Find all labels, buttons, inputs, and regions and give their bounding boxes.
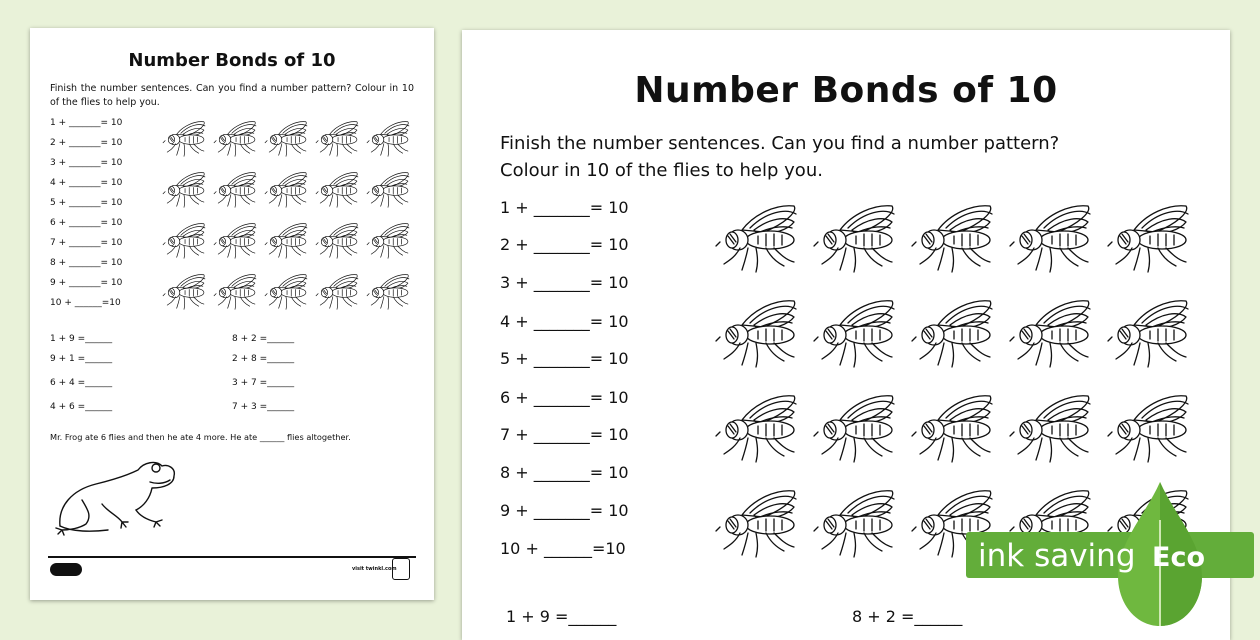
fly-icon — [315, 118, 359, 158]
instructions-line: Finish the number sentences. Can you find a number pattern? — [500, 133, 1060, 154]
fly-icon — [264, 271, 308, 311]
badge-eco-label: Eco — [1152, 542, 1205, 573]
equation-line: 5 + _______= 10 — [500, 349, 629, 368]
fly-icon — [714, 295, 798, 369]
thumbnail-sum: 9 + 1 =______ — [50, 354, 113, 364]
equation-line: 7 + _______= 10 — [500, 425, 629, 444]
equation-line: 9 + _______= 10 — [500, 501, 629, 520]
instructions-line: Colour in 10 of the flies to help you. — [500, 160, 823, 181]
fly-icon — [366, 118, 410, 158]
thumbnail-sum: 3 + 7 =______ — [232, 378, 295, 388]
thumbnail-equation: 10 + ______=10 — [50, 298, 121, 308]
thumbnail-sum: 6 + 4 =______ — [50, 378, 113, 388]
equation-line: 1 + _______= 10 — [500, 198, 629, 217]
fly-icon — [213, 169, 257, 209]
page-title: Number Bonds of 10 — [634, 70, 1058, 111]
equation-line: 10 + ______=10 — [500, 539, 626, 558]
fly-icon — [213, 271, 257, 311]
fly-icon — [162, 220, 206, 260]
thumbnail-equation: 1 + _______= 10 — [50, 118, 123, 128]
fly-icon — [1008, 390, 1092, 464]
fly-icon — [315, 271, 359, 311]
thumbnail-sum: 7 + 3 =______ — [232, 402, 295, 412]
fly-icon — [264, 118, 308, 158]
fly-icon — [1106, 200, 1190, 274]
thumbnail-equation: 6 + _______= 10 — [50, 218, 123, 228]
fly-icon — [213, 118, 257, 158]
fly-icon — [910, 200, 994, 274]
fly-icon — [264, 220, 308, 260]
fly-icon — [264, 169, 308, 209]
fly-icon — [315, 169, 359, 209]
equation-line: 2 + _______= 10 — [500, 235, 629, 254]
fly-icon — [714, 485, 798, 559]
fly-icon — [366, 271, 410, 311]
fly-icon — [910, 390, 994, 464]
fly-icon — [162, 118, 206, 158]
fly-icon — [1106, 390, 1190, 464]
footer-divider — [48, 556, 416, 558]
fly-icon — [162, 271, 206, 311]
thumbnail-equation: 8 + _______= 10 — [50, 258, 123, 268]
fly-icon — [812, 390, 896, 464]
fly-icon — [315, 220, 359, 260]
instructions — [500, 130, 1192, 184]
thumbnail-equation: 9 + _______= 10 — [50, 278, 123, 288]
footer-url: visit twinkl.com — [352, 566, 397, 572]
fly-icon — [714, 200, 798, 274]
equation-line: 6 + _______= 10 — [500, 388, 629, 407]
thumbnail-sum: 8 + 2 =______ — [232, 334, 295, 344]
sum-line: 1 + 9 =______ — [506, 607, 617, 626]
thumbnail-instructions: Finish the number sentences. Can you find a number pattern? Colour in 10 of the flies to help you. — [50, 83, 414, 108]
frog-illustration — [52, 456, 182, 538]
fly-icon — [714, 390, 798, 464]
equation-line: 8 + _______= 10 — [500, 463, 629, 482]
thumbnail-equation: 3 + _______= 10 — [50, 158, 123, 168]
equation-line: 3 + _______= 10 — [500, 273, 629, 292]
worksheet-thumbnail — [30, 28, 434, 600]
fly-icon — [213, 220, 257, 260]
fly-icon — [812, 485, 896, 559]
fly-icon — [366, 169, 410, 209]
thumbnail-equation: 2 + _______= 10 — [50, 138, 123, 148]
fly-icon — [366, 220, 410, 260]
thumbnail-title: Number Bonds of 10 — [128, 50, 336, 71]
fly-icon — [812, 200, 896, 274]
thumbnail-sum: 2 + 8 =______ — [232, 354, 295, 364]
thumbnail-sum: 4 + 6 =______ — [50, 402, 113, 412]
fly-icon — [1008, 295, 1092, 369]
fly-icon — [910, 295, 994, 369]
word-problem: Mr. Frog ate 6 flies and then he ate 4 more. He ate ______ flies altogether. — [50, 432, 351, 442]
thumbnail-sum: 1 + 9 =______ — [50, 334, 113, 344]
thumbnail-equation: 4 + _______= 10 — [50, 178, 123, 188]
fly-icon — [1008, 200, 1092, 274]
ink-saving-eco-badge — [964, 480, 1260, 630]
fly-icon — [812, 295, 896, 369]
twinkl-logo — [50, 563, 82, 576]
fly-icon — [1106, 295, 1190, 369]
thumbnail-equation: 5 + _______= 10 — [50, 198, 123, 208]
thumbnail-equation: 7 + _______= 10 — [50, 238, 123, 248]
fly-icon — [162, 169, 206, 209]
footer-badge-icon — [392, 558, 410, 580]
sum-line: 8 + 2 =______ — [852, 607, 963, 626]
badge-text: ink saving — [978, 538, 1136, 574]
equation-line: 4 + _______= 10 — [500, 312, 629, 331]
